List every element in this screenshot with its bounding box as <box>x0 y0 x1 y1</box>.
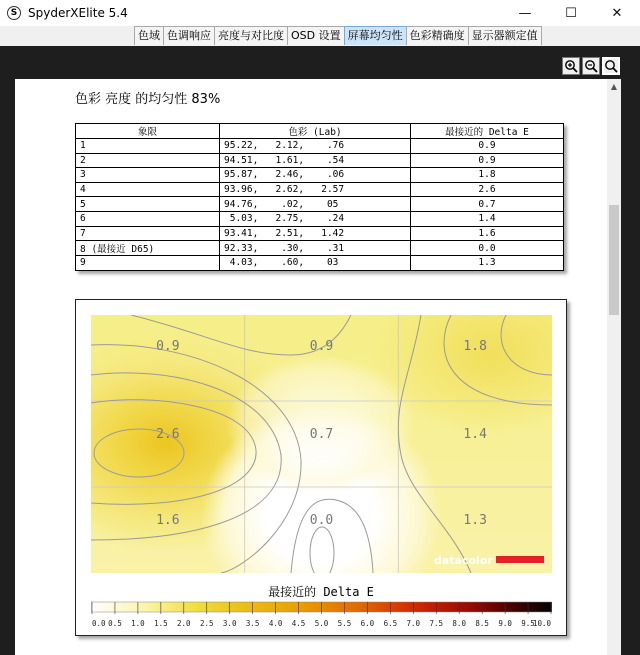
lab-cell: 92.33, .30, .31 <box>220 241 411 256</box>
scale-label: 7.5 <box>429 619 444 628</box>
quadrant-value-label: 0.9 <box>156 339 180 354</box>
scale-label: 9.5 <box>521 619 535 628</box>
col-header-lab: 色彩 (Lab) <box>220 124 411 139</box>
scale-label: 7.0 <box>406 619 421 628</box>
quadrant-value-label: 0.9 <box>309 339 334 354</box>
delta-e-color-scale <box>91 600 552 632</box>
quadrant-cell: 7 <box>76 226 220 241</box>
scale-label: 4.0 <box>268 619 283 628</box>
uniformity-heatmap <box>91 315 552 573</box>
tab-4[interactable]: 屏幕均匀性 <box>344 26 407 45</box>
scale-label: 6.5 <box>383 619 398 628</box>
delta-e-cell: 1.3 <box>411 256 564 271</box>
lab-cell: 5.03, 2.75, .24 <box>220 211 411 226</box>
quadrant-value-label: 1.8 <box>463 339 487 354</box>
brand-bar <box>496 556 544 563</box>
table-row <box>76 197 564 212</box>
scale-label: 5.0 <box>314 619 329 628</box>
quadrant-cell: 1 <box>76 139 220 154</box>
delta-e-cell: 2.6 <box>411 182 564 197</box>
report-page <box>15 79 607 655</box>
delta-e-cell: 0.0 <box>411 241 564 256</box>
quadrant-cell: 8 (最接近 D65) <box>76 241 220 256</box>
table-row <box>76 168 564 183</box>
lab-cell: 95.87, 2.46, .06 <box>220 168 411 183</box>
scale-label: 1.0 <box>131 619 145 628</box>
scale-label: 4.5 <box>291 619 306 628</box>
delta-e-cell: 0.9 <box>411 153 564 168</box>
zoom-out-icon[interactable] <box>582 57 600 75</box>
close-button[interactable]: ✕ <box>611 5 623 21</box>
lab-cell: 95.22, 2.12, .76 <box>220 139 411 154</box>
quadrant-cell: 3 <box>76 168 220 183</box>
delta-e-cell: 1.6 <box>411 226 564 241</box>
zoom-in-icon[interactable] <box>562 57 580 75</box>
table-row <box>76 226 564 241</box>
scale-label: 2.5 <box>199 619 214 628</box>
minimize-button[interactable]: — <box>518 5 532 21</box>
scale-label: 8.0 <box>452 619 466 628</box>
lab-cell: 93.96, 2.62, 2.57 <box>220 182 411 197</box>
table-row <box>76 139 564 154</box>
scale-label: 0.5 <box>108 619 122 628</box>
scale-label: 3.0 <box>222 619 237 628</box>
tab-1[interactable]: 色调响应 <box>163 26 215 45</box>
uniformity-title: 色彩 亮度 的均匀性 83% <box>75 92 221 107</box>
spyder-logo-icon: S <box>7 6 21 20</box>
scale-label: 8.5 <box>475 619 489 628</box>
scale-label: 10.0 <box>532 619 551 628</box>
scale-label: 6.0 <box>360 619 375 628</box>
table-row <box>76 153 564 168</box>
tab-bar <box>0 26 640 46</box>
scale-label: 5.5 <box>337 619 352 628</box>
table-row <box>76 256 564 271</box>
lab-cell: 94.76, .02, 05 <box>220 197 411 212</box>
quadrant-cell: 5 <box>76 197 220 212</box>
title-bar <box>0 0 640 26</box>
datacolor-watermark: datacolor <box>434 554 493 567</box>
lab-cell: 93.41, 2.51, 1.42 <box>220 226 411 241</box>
scale-label: 1.5 <box>154 619 168 628</box>
delta-e-cell: 1.8 <box>411 168 564 183</box>
zoom-fit-icon[interactable] <box>602 57 620 75</box>
window-title: SpyderXElite 5.4 <box>28 6 128 20</box>
col-header-delta-e: 最接近的 Delta E <box>411 124 564 139</box>
tab-list <box>134 26 541 45</box>
vertical-scrollbar[interactable] <box>607 79 621 655</box>
quadrant-cell: 9 <box>76 256 220 271</box>
delta-e-cell: 0.7 <box>411 197 564 212</box>
heatmap-title: 最接近的 Delta E <box>268 585 374 599</box>
scale-label: 3.5 <box>245 619 260 628</box>
delta-e-cell: 0.9 <box>411 139 564 154</box>
quadrant-cell: 6 <box>76 211 220 226</box>
tab-5[interactable]: 色彩精确度 <box>406 26 469 45</box>
tab-6[interactable]: 显示器额定值 <box>468 26 542 45</box>
quadrant-value-label: 0.7 <box>309 427 334 442</box>
quadrant-table <box>75 123 564 271</box>
quadrant-cell: 2 <box>76 153 220 168</box>
quadrant-value-label: 2.6 <box>156 427 180 442</box>
lab-cell: 94.51, 1.61, .54 <box>220 153 411 168</box>
quadrant-value-label: 0.0 <box>309 513 334 528</box>
scrollbar-thumb[interactable] <box>609 205 619 315</box>
quadrant-value-label: 1.6 <box>156 513 180 528</box>
scroll-up-icon[interactable]: ▲ <box>610 81 618 91</box>
delta-e-cell: 1.4 <box>411 211 564 226</box>
scale-label: 2.0 <box>177 619 191 628</box>
viewer-frame-edge <box>621 79 640 655</box>
zoom-toolbar <box>562 57 620 75</box>
quadrant-cell: 4 <box>76 182 220 197</box>
table-row <box>76 211 564 226</box>
col-header-quadrant: 象限 <box>76 124 220 139</box>
lab-cell: 4.03, .60, 03 <box>220 256 411 271</box>
table-row <box>76 182 564 197</box>
quadrant-value-label: 1.4 <box>463 427 487 442</box>
maximize-button[interactable]: ☐ <box>565 5 577 21</box>
tab-2[interactable]: 亮度与对比度 <box>214 26 288 45</box>
tab-0[interactable]: 色域 <box>134 26 164 45</box>
tab-3[interactable]: OSD 设置 <box>287 26 345 45</box>
scale-label: 0.0 <box>92 619 106 628</box>
uniformity-heatmap-panel <box>75 299 567 636</box>
scale-label: 9.0 <box>498 619 512 628</box>
quadrant-value-label: 1.3 <box>463 513 487 528</box>
table-row <box>76 241 564 256</box>
